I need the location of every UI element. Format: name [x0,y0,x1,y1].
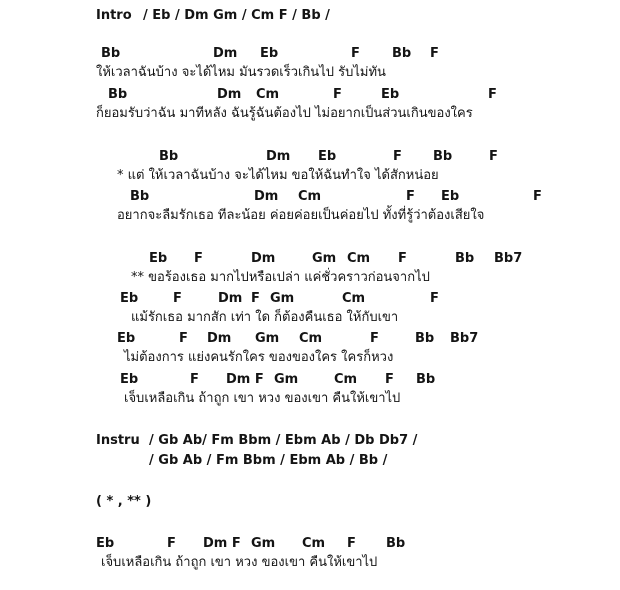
chord: Dm [207,331,232,346]
chord: Dm F [226,372,264,387]
lyric-line: แม้รักเธอ มากสัก เท่า ใด ก็ต้องคืนเธอ ให้กับเขา [131,310,399,325]
chord: Eb [381,87,400,102]
intro-label: Intro [96,8,132,23]
chord: Dm [218,291,243,306]
chord: Cm [342,291,366,306]
chord: F [167,536,176,551]
chord: Bb [392,46,412,61]
lyric-line: อยากจะลืมรักเธอ ทีละน้อย ค่อยค่อยเป็นค่อยไป ทั้งที่รู้ว่าต้องเสียใจ [117,208,485,223]
chord: F [489,149,498,164]
chord: Bb [386,536,406,551]
chord: Bb [159,149,179,164]
chord: Bb7 [494,251,523,266]
chord: F [333,87,342,102]
chord: Dm [266,149,291,164]
chord: Cm [334,372,358,387]
intro-chords: / Eb / Dm Gm / Cm F / Bb / [143,8,330,23]
repeat-marker: ( * , ** ) [96,494,152,509]
chord: F [533,189,542,204]
chord: Bb [433,149,453,164]
chord: F [194,251,203,266]
chord: F [488,87,497,102]
chord: Cm [302,536,326,551]
chord: Cm [299,331,323,346]
chord: Eb [120,291,139,306]
chord: Bb [416,372,436,387]
chord: Eb [441,189,460,204]
chord: Dm [213,46,238,61]
lyric-line: ให้เวลาฉันบ้าง จะได้ไหม มันรวดเร็วเกินไป รับไม่ทัน [96,65,386,80]
lyric-line: เจ็บเหลือเกิน ถ้าถูก เขา หวง ของเขา คืนให้เขาไป [124,391,401,406]
chord: Cm [347,251,371,266]
chord: Bb7 [450,331,479,346]
lyric-line: ก็ยอมรับว่าฉัน มาทีหลัง ฉันรู้ฉันต้องไป ไม่อยากเป็นส่วนเกินของใคร [96,106,473,121]
instru-line-2: / Gb Ab / Fm Bbm / Ebm Ab / Bb / [149,453,388,468]
chord: Bb [415,331,435,346]
chord: F [251,291,260,306]
chord: Dm [217,87,242,102]
chord: Gm [255,331,280,346]
chord: F [385,372,394,387]
chord: Eb [318,149,337,164]
instru-label: Instru [96,433,140,448]
chord: Cm [298,189,322,204]
chord: Dm [254,189,279,204]
chord: F [406,189,415,204]
chord: Bb [130,189,150,204]
chord: F [179,331,188,346]
lyric-line: ไม่ต้องการ แย่งคนรักใคร ของของใคร ใครก็หวง [124,350,394,365]
chord: Eb [96,536,115,551]
chord: Gm [312,251,337,266]
chord: F [370,331,379,346]
chord: Eb [120,372,139,387]
chord: Eb [149,251,168,266]
chord: Bb [455,251,475,266]
chord: F [347,536,356,551]
chord: Bb [108,87,128,102]
lyric-line: เจ็บเหลือเกิน ถ้าถูก เขา หวง ของเขา คืนให้เขาไป [101,555,378,570]
chord: Gm [251,536,276,551]
chord: Gm [274,372,299,387]
chord: Eb [117,331,136,346]
chord: Dm [251,251,276,266]
chord: Dm F [203,536,241,551]
chord: F [190,372,199,387]
chord: F [173,291,182,306]
instru-line-1: / Gb Ab/ Fm Bbm / Ebm Ab / Db Db7 / [149,433,418,448]
chord: Gm [270,291,295,306]
chord: Eb [260,46,279,61]
chord: F [393,149,402,164]
chord: F [351,46,360,61]
chord: Cm [256,87,280,102]
chord: F [398,251,407,266]
lyric-line: ** ขอร้องเธอ มากไปหรือเปล่า แค่ชั่วคราวก่อนจากไป [131,270,430,285]
chord: Bb [101,46,121,61]
chord: F [430,291,439,306]
lyric-line: * แต่ ให้เวลาฉันบ้าง จะได้ไหม ขอให้ฉันทำใจ ได้สักหน่อย [117,168,439,183]
chord: F [430,46,439,61]
